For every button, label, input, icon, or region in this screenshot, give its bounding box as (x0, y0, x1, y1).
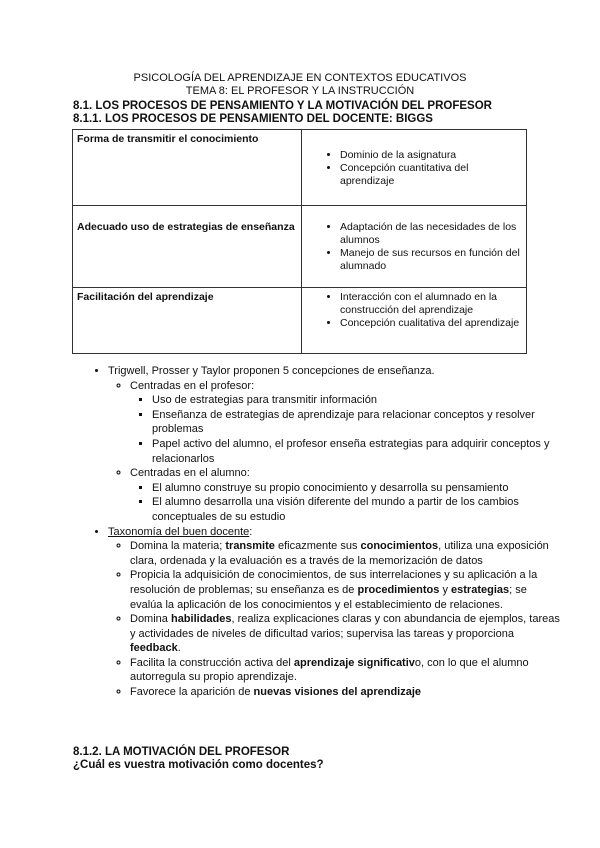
text-run: , realiza explicaciones claras y con abundancia de ejemplos, tareas y actividades de niveles de dificultad varios; supervisa las tareas y proporciona (130, 613, 560, 640)
text-run: Favorece la aparición de (130, 686, 254, 699)
bold-run: transmite (225, 540, 275, 553)
list-item (130, 539, 560, 568)
bold-run: procedimientos (357, 583, 440, 596)
bullet-list (0, 364, 560, 700)
text-run: Propicia la adquisición de conocimientos, de sus interrelaciones y su aplicación a la resolución de problemas; su enseñanza es de (130, 569, 538, 596)
bold-run: nuevas visiones del aprendizaje (253, 686, 422, 699)
subsection-heading: 8.1.1. LOS PROCESOS DE PENSAMIENTO DEL DOCENTE: BIGGS (73, 113, 433, 125)
table-row (73, 206, 527, 288)
biggs-table (72, 129, 527, 354)
list-item (130, 656, 560, 685)
course-title: PSICOLOGÍA DEL APRENDIZAJE EN CONTEXTOS EDUCATIVOS (133, 72, 467, 84)
text-run: Domina la materia; (130, 540, 226, 553)
table-row (73, 288, 527, 354)
list-item: • Dominio de la asignatura (340, 149, 522, 162)
table-row (73, 130, 527, 206)
bold-run: aprendizaje significativ (293, 656, 415, 669)
bold-run: habilidades (170, 613, 232, 626)
table-cell-items (302, 288, 527, 354)
list-item (130, 685, 560, 700)
table-cell-items (302, 130, 527, 206)
question-text: ¿Cuál es vuestra motivación como docentes? (73, 759, 324, 771)
list-item: ▪ El alumno desarrolla una visión diferente del mundo a partir de los cambios conceptuales de su estudio (152, 495, 560, 524)
bold-run: estrategias (451, 583, 510, 596)
taxonomy-colon: : (249, 525, 253, 538)
topic-title: TEMA 8: EL PROFESOR Y LA INSTRUCCIÓN (185, 85, 415, 97)
list-item: • Concepción cualitativa del aprendizaje (340, 317, 522, 330)
list-item (108, 364, 560, 525)
text-run: o, con lo que el alumno autorregula su propio aprendizaje. (130, 656, 529, 684)
taxonomy-title: Taxonomía del buen docente (108, 525, 250, 538)
document-header (0, 72, 600, 98)
list-item (130, 466, 560, 524)
text-run: Domina (130, 613, 171, 626)
bold-run: feedback (130, 642, 178, 655)
list-item: ▪ Enseñanza de estrategias de aprendizaje para relacionar conceptos y resolver problemas (152, 408, 560, 437)
list-item: ▪ El alumno construye su propio conocimiento y desarrolla su pensamiento (152, 481, 560, 496)
list-item (108, 525, 560, 700)
subsection-heading: 8.1.2. LA MOTIVACIÓN DEL PROFESOR (73, 746, 290, 758)
list-item: ▪ Papel activo del alumno, el profesor enseña estrategias para adquirir conceptos y relacionarlos (152, 437, 560, 466)
list-item: • Concepción cuantitativa del aprendizaje (340, 162, 522, 188)
list-item: ▪ Uso de estrategias para transmitir información (152, 393, 560, 408)
list-item-text: Centradas en el profesor: (130, 379, 255, 392)
section-heading: 8.1. LOS PROCESOS DE PENSAMIENTO Y LA MOTIVACIÓN DEL PROFESOR (73, 100, 492, 112)
table-label-text: Adecuado uso de estrategias de enseñanza (77, 221, 295, 233)
list-item-text: Centradas en el alumno: (130, 467, 250, 480)
table-cell-items (302, 206, 527, 288)
text-run: , utiliza una exposición clara, ordenada y la evaluación es a través de la memorización de datos (130, 540, 549, 567)
list-item (130, 379, 560, 467)
list-item (130, 568, 560, 612)
bold-run: conocimientos (360, 540, 439, 553)
table-cell-label (73, 206, 302, 288)
list-item: • Manejo de sus recursos en función del alumnado (340, 247, 522, 273)
list-item (130, 612, 560, 656)
list-item-text: Trigwell, Prosser y Taylor proponen 5 concepciones de enseñanza. (108, 365, 435, 377)
text-run: . (177, 642, 181, 655)
text-run: ; se evalúa la aplicación de los conocimientos y el establecimiento de relaciones. (130, 583, 527, 611)
text-run: y (439, 583, 452, 596)
table-cell-label: Facilitación del aprendizaje (73, 288, 302, 354)
text-run: eficazmente sus (274, 540, 361, 553)
list-item: • Adaptación de las necesidades de los alumnos (340, 221, 522, 247)
table-cell-label: Forma de transmitir el conocimiento (73, 130, 302, 206)
list-item: • Interacción con el alumnado en la construcción del aprendizaje (340, 291, 522, 317)
text-run: Facilita la construcción activa del (130, 656, 294, 669)
